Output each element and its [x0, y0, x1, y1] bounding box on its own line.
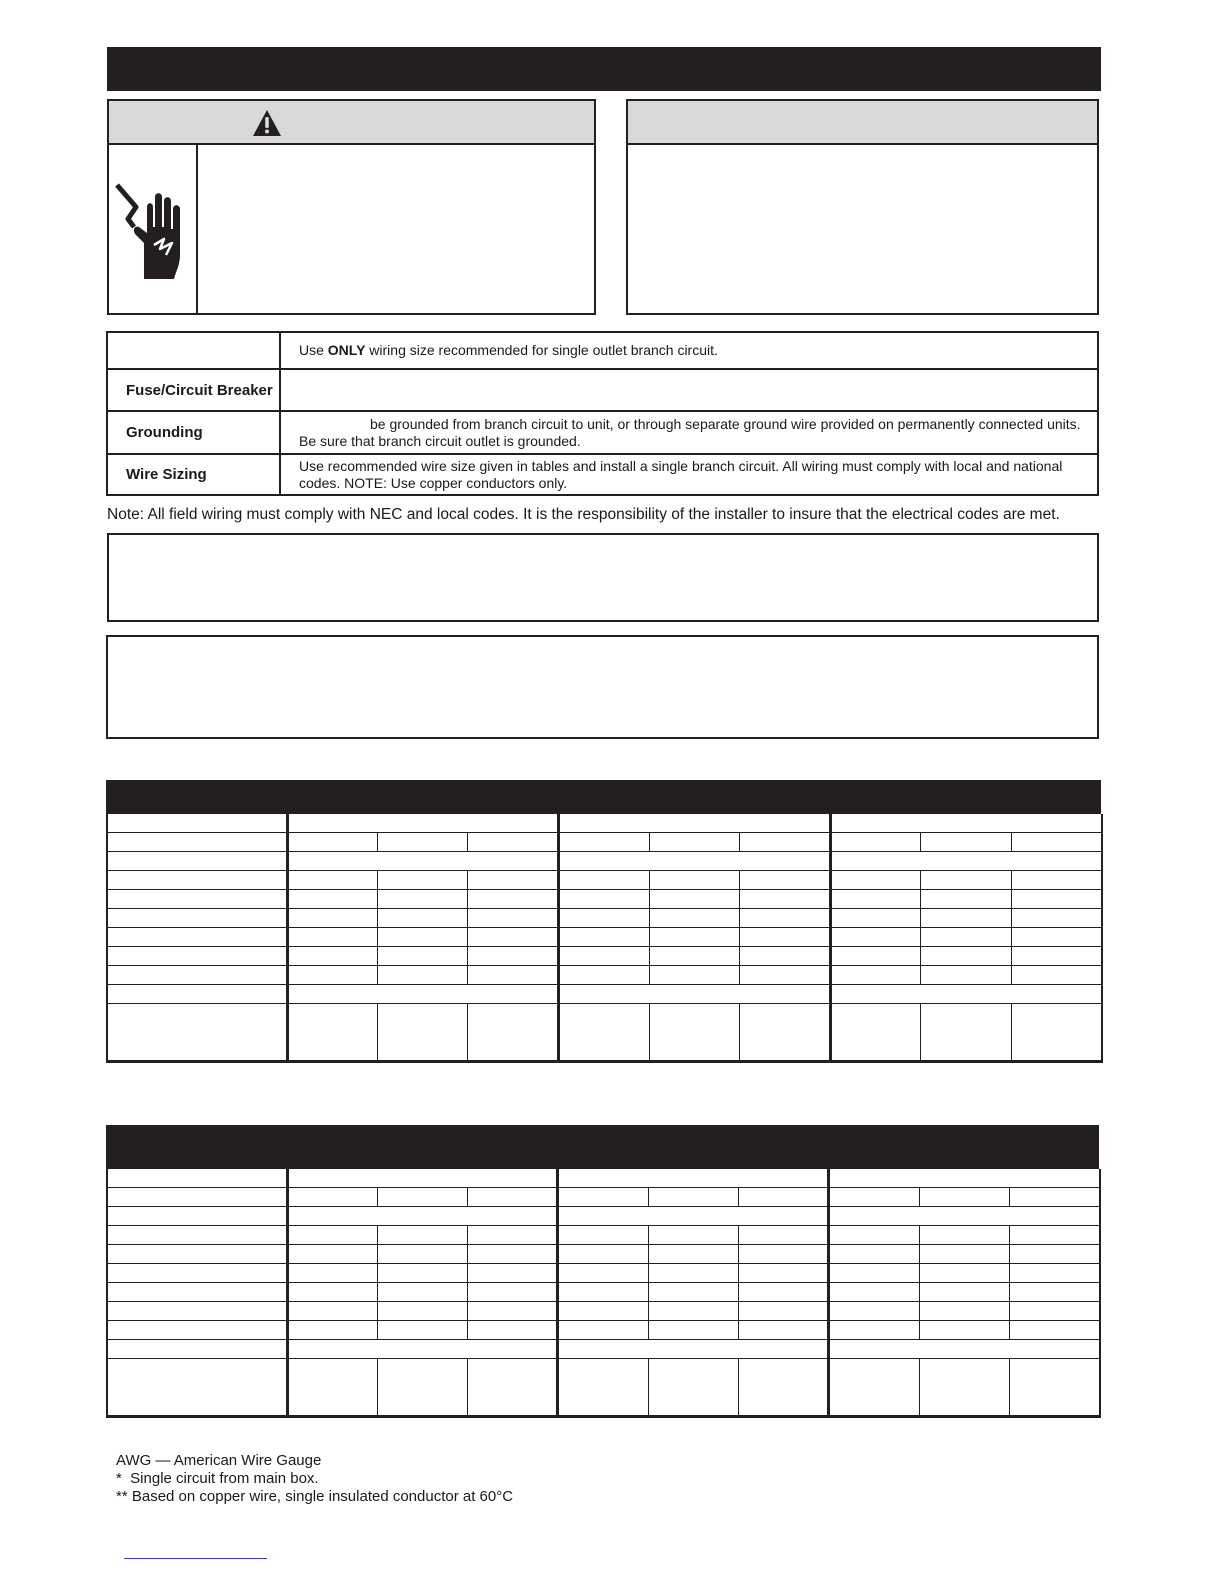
warning-panel	[107, 99, 596, 315]
warning-header	[109, 101, 594, 145]
requirement-label-wire-sizing: Wire Sizing	[126, 466, 207, 483]
notice-box	[107, 533, 1099, 622]
section-title-bar	[107, 47, 1101, 91]
electric-shock-hand-icon	[114, 181, 194, 285]
info-panel	[626, 99, 1099, 315]
requirement-text-grounding: be grounded from branch circuit to unit, or through separate ground wire provided on permanently connected units. Be sure that branch circuit outlet is grounded.	[299, 415, 1081, 449]
requirement-text-wire-sizing: Use recommended wire size given in tables and install a single branch circuit. All wiring must comply with local and national codes. NOTE: Use copper conductors only.	[299, 457, 1063, 491]
info-header	[628, 101, 1097, 145]
field-wiring-note: Note: All field wiring must comply with NEC and local codes. It is the responsibility of the installer to insure that the electrical codes are met.	[107, 506, 1060, 523]
requirement-text-fuse	[281, 370, 1097, 410]
link-underline	[124, 1558, 267, 1559]
footnote-copper-wire: ** Based on copper wire, single insulated conductor at 60°C	[116, 1488, 514, 1505]
footnotes	[116, 1452, 716, 1506]
requirement-text: Use ONLY wiring size recommended for single outlet branch circuit.	[299, 342, 718, 358]
warning-triangle-icon	[252, 109, 282, 137]
requirement-label-fuse: Fuse/Circuit Breaker	[126, 381, 273, 399]
requirements-table	[106, 331, 1099, 496]
footnote-single-circuit: * Single circuit from main box.	[116, 1470, 319, 1487]
spec-table	[106, 1169, 1101, 1418]
footnote-awg: AWG — American Wire Gauge	[116, 1452, 322, 1469]
spec-table	[106, 814, 1103, 1063]
spec-table-header-bar	[106, 780, 1101, 814]
notice-box	[106, 635, 1099, 739]
requirement-label-grounding: Grounding	[126, 424, 203, 441]
spec-table-header-bar	[106, 1125, 1099, 1169]
requirement-label	[108, 333, 279, 368]
warning-icon-cell	[109, 145, 198, 313]
